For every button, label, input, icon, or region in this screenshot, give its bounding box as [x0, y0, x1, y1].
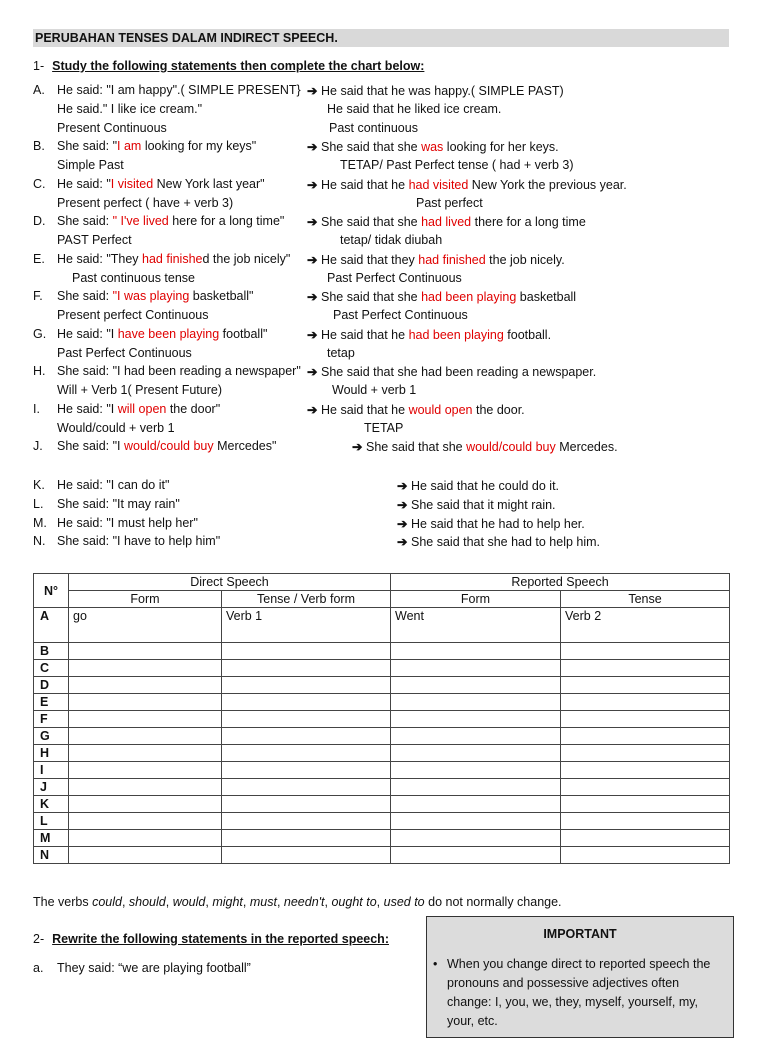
chart-cell: Verb 2	[561, 608, 730, 643]
section-2-number: 2-	[33, 932, 45, 946]
bullet-icon: •	[433, 957, 438, 971]
chart-row	[34, 762, 730, 779]
chart-cell[interactable]	[561, 711, 730, 728]
chart-row	[34, 779, 730, 796]
arrow-icon: ➔	[352, 440, 363, 455]
chart-subheader-direct-form: Form	[69, 591, 222, 608]
chart-cell[interactable]	[222, 813, 391, 830]
chart-row	[34, 694, 730, 711]
direct-tense-note: Simple Past	[57, 158, 124, 172]
chart-row	[34, 847, 730, 864]
text-segment: Mercedes"	[213, 439, 277, 454]
text-segment: Mercedes.	[555, 440, 618, 455]
example-letter: L.	[33, 496, 44, 511]
text-segment: She said that it might rain.	[411, 497, 556, 512]
modal-verbs-note	[33, 895, 562, 909]
chart-cell[interactable]	[222, 660, 391, 677]
example-letter: H.	[33, 364, 46, 379]
chart-cell[interactable]	[69, 847, 222, 864]
chart-cell[interactable]	[69, 796, 222, 813]
important-box	[426, 916, 734, 1038]
chart-cell[interactable]	[391, 779, 561, 796]
text-segment: He said: "I	[57, 401, 118, 416]
text-segment: the door"	[166, 401, 221, 416]
chart-row-letter: J	[34, 779, 69, 796]
text-segment: ,	[121, 895, 129, 909]
chart-subheader-direct-tense: Tense / Verb form	[222, 591, 391, 608]
direct-tense-note: Present Continuous	[57, 120, 167, 135]
text-segment: She said that she had been reading a newspaper.	[321, 365, 597, 380]
text-segment: He said: "I	[57, 326, 118, 341]
text-segment: She said:	[57, 289, 113, 304]
reported-speech-text	[307, 364, 596, 379]
chart-row-letter: I	[34, 762, 69, 779]
chart-cell[interactable]	[561, 728, 730, 745]
chart-cell[interactable]	[391, 830, 561, 847]
chart-cell[interactable]	[222, 728, 391, 745]
direct-tense-note: He said." I like ice cream."	[57, 101, 203, 116]
chart-cell[interactable]	[391, 813, 561, 830]
reported-tense-note: Past continuous	[329, 120, 418, 135]
chart-row-letter: A	[34, 608, 69, 643]
highlighted-verb: have been playing	[117, 326, 220, 341]
chart-row-letter: G	[34, 728, 69, 745]
reported-tense-note: He said that he liked ice cream.	[327, 101, 502, 116]
direct-tense-note: PAST Perfect	[57, 233, 132, 247]
arrow-icon: ➔	[307, 402, 318, 417]
highlighted-verb: had been playing	[408, 327, 504, 342]
chart-cell[interactable]	[561, 830, 730, 847]
example-letter: E.	[33, 251, 45, 266]
chart-cell[interactable]	[69, 643, 222, 660]
text-segment: there for a long time	[471, 215, 586, 230]
chart-subheader-reported-form: Form	[391, 591, 561, 608]
example-letter: M.	[33, 515, 47, 530]
text-segment: He said that he	[321, 177, 409, 192]
chart-row	[34, 608, 730, 643]
arrow-icon: ➔	[397, 535, 408, 550]
direct-speech-text	[57, 214, 284, 228]
chart-cell[interactable]	[69, 745, 222, 762]
chart-row-letter: B	[34, 643, 69, 660]
chart-cell: Went	[391, 608, 561, 643]
modal-verb: should	[128, 895, 166, 909]
chart-row-letter: L	[34, 813, 69, 830]
chart-cell: go	[69, 608, 222, 643]
chart-cell[interactable]	[561, 660, 730, 677]
chart-row-letter: M	[34, 830, 69, 847]
reported-speech-text	[307, 139, 559, 154]
text-segment: He said: "	[57, 176, 111, 191]
important-title: IMPORTANT	[543, 927, 617, 941]
reported-speech-text	[397, 534, 600, 549]
reported-speech-text	[307, 289, 576, 304]
chart-cell[interactable]	[69, 762, 222, 779]
direct-speech-text: She said: "It may rain"	[57, 496, 180, 511]
arrow-icon: ➔	[397, 479, 408, 493]
highlighted-verb: had been playing	[421, 290, 517, 305]
chart-cell[interactable]	[561, 643, 730, 660]
section-1-instruction: Study the following statements then complete the chart below:	[52, 59, 425, 73]
arrow-icon: ➔	[307, 290, 318, 305]
direct-speech-text	[57, 252, 290, 266]
direct-tense-note: Will + Verb 1( Present Future)	[57, 383, 222, 397]
chart-row	[34, 677, 730, 694]
task-item-a	[33, 961, 251, 975]
highlighted-verb: had visited	[408, 177, 469, 192]
direct-speech-text	[57, 139, 256, 153]
text-segment: football.	[503, 327, 552, 342]
example-letter: N.	[33, 534, 46, 549]
chart-cell[interactable]	[222, 643, 391, 660]
section-2-instruction: Rewrite the following statements in the reported speech:	[52, 932, 389, 946]
text-segment: ,	[165, 895, 173, 909]
example-letter: D.	[33, 214, 46, 229]
text-segment: He said: "They	[57, 251, 143, 266]
direct-speech-text	[57, 327, 267, 341]
chart-cell[interactable]	[69, 813, 222, 830]
chart-row-letter: D	[34, 677, 69, 694]
text-segment: He said that he had to help her.	[411, 516, 585, 531]
highlighted-verb: had finished	[418, 252, 486, 267]
text-segment: She said: "	[57, 139, 118, 154]
chart-cell[interactable]	[391, 694, 561, 711]
direct-speech-text	[57, 177, 265, 191]
chart-cell[interactable]	[391, 643, 561, 660]
direct-speech-text	[57, 402, 220, 416]
text-segment: She said: "I had been reading a newspaper"	[57, 364, 301, 379]
reported-tense-note: Would + verb 1	[332, 383, 417, 397]
reported-tense-note: Past Perfect Continuous	[327, 270, 462, 285]
direct-speech-text	[57, 289, 254, 303]
text-segment: ,	[376, 895, 384, 909]
text-segment: She said that she	[321, 140, 422, 155]
text-segment: New York last year"	[153, 176, 265, 191]
chart-row-letter: H	[34, 745, 69, 762]
text-segment: She said:	[57, 214, 113, 229]
chart-row	[34, 813, 730, 830]
chart-cell[interactable]	[561, 745, 730, 762]
chart-row	[34, 728, 730, 745]
text-segment: the job nicely.	[485, 252, 565, 267]
modal-verb: used to	[383, 895, 425, 909]
chart-cell[interactable]	[69, 728, 222, 745]
chart-subheader-reported-tense: Tense	[561, 591, 730, 608]
chart-cell[interactable]	[391, 745, 561, 762]
chart-cell[interactable]	[69, 677, 222, 694]
highlighted-verb: "I was playing	[112, 289, 190, 304]
modal-verb: could	[92, 895, 122, 909]
chart-cell[interactable]	[69, 711, 222, 728]
text-segment: New York the previous year.	[468, 177, 627, 192]
text-segment: ,	[276, 895, 284, 909]
chart-cell[interactable]	[391, 847, 561, 864]
highlighted-verb: would/could buy	[123, 439, 214, 454]
chart-cell[interactable]	[561, 847, 730, 864]
chart-cell[interactable]	[69, 830, 222, 847]
important-body	[433, 955, 723, 1031]
example-letter: K.	[33, 478, 45, 492]
arrow-icon: ➔	[397, 516, 408, 531]
chart-cell[interactable]	[391, 762, 561, 779]
chart-cell[interactable]	[222, 677, 391, 694]
chart-row	[34, 711, 730, 728]
direct-speech-text: She said: "I have to help him"	[57, 534, 221, 549]
reported-speech-text	[307, 83, 564, 98]
text-segment: She said that she	[321, 215, 422, 230]
arrow-icon: ➔	[307, 84, 318, 98]
chart-cell[interactable]	[222, 847, 391, 864]
text-segment: ,	[205, 895, 213, 909]
example-letter: F.	[33, 289, 43, 304]
task-item-letter: a.	[33, 961, 44, 975]
reported-speech-text	[397, 516, 585, 531]
reported-tense-note: tetap	[327, 345, 355, 360]
chart-cell[interactable]	[69, 660, 222, 677]
chart-cell[interactable]	[561, 779, 730, 796]
reported-speech-text	[307, 252, 565, 267]
modal-verb: must	[249, 895, 277, 909]
modal-verb: might	[212, 895, 243, 909]
highlighted-verb: I am	[117, 139, 142, 154]
example-letter: I.	[33, 401, 40, 416]
arrow-icon: ➔	[307, 327, 318, 342]
example-letter: A.	[33, 83, 45, 97]
chart-cell: Verb 1	[222, 608, 391, 643]
example-letter: J.	[33, 439, 43, 454]
chart-cell[interactable]	[391, 711, 561, 728]
reported-speech-text	[397, 478, 559, 493]
highlighted-verb: " I've lived	[112, 214, 169, 229]
reported-tense-note: Past Perfect Continuous	[333, 308, 468, 322]
text-segment: do not normally change.	[424, 895, 562, 909]
chart-row	[34, 796, 730, 813]
task-item-text: They said: “we are playing football”	[57, 961, 251, 975]
modal-verb: needn't	[283, 895, 325, 909]
section-1-number: 1-	[33, 59, 45, 73]
text-segment: ,	[324, 895, 332, 909]
tense-chart	[33, 573, 730, 864]
reported-tense-note: Past perfect	[416, 195, 483, 210]
chart-cell[interactable]	[561, 677, 730, 694]
text-segment: looking for her keys.	[443, 140, 559, 155]
chart-cell[interactable]	[561, 796, 730, 813]
chart-row-letter: K	[34, 796, 69, 813]
important-text: When you change direct to reported speech the pronouns and possessive adjectives often change: I, you, we, they, myself, yourself, my, your, etc.	[447, 957, 711, 1028]
reported-speech-text	[307, 327, 551, 342]
chart-cell[interactable]	[561, 762, 730, 779]
reported-speech-text	[397, 497, 556, 512]
direct-tense-note: Past Perfect Continuous	[57, 345, 192, 360]
text-segment: He said that he was happy.( SIMPLE PAST)	[321, 84, 564, 98]
text-segment: He said that he	[321, 402, 409, 417]
arrow-icon: ➔	[307, 140, 318, 155]
direct-tense-note: Present perfect ( have + verb 3)	[57, 195, 234, 210]
text-segment: He said that they	[321, 252, 419, 267]
arrow-icon: ➔	[397, 497, 408, 512]
chart-cell[interactable]	[391, 796, 561, 813]
chart-header-reported: Reported Speech	[391, 574, 730, 591]
text-segment: The verbs	[33, 895, 93, 909]
chart-cell[interactable]	[69, 694, 222, 711]
chart-row	[34, 745, 730, 762]
text-segment: d the job nicely"	[202, 251, 291, 266]
highlighted-verb: had lived	[421, 215, 472, 230]
text-segment: He said that he could do it.	[411, 479, 560, 493]
reported-tense-note: TETAP/ Past Perfect tense ( had + verb 3)	[340, 158, 574, 172]
chart-row	[34, 643, 730, 660]
modal-verb: would	[172, 895, 206, 909]
modal-verb: ought to	[331, 895, 377, 909]
direct-tense-note: Past continuous tense	[72, 270, 195, 285]
text-segment: here for a long time"	[168, 214, 285, 229]
text-segment: basketball	[516, 290, 577, 305]
text-segment: the door.	[472, 402, 525, 417]
chart-header-direct: Direct Speech	[69, 574, 391, 591]
direct-speech-text: He said: "I must help her"	[57, 515, 198, 530]
text-segment: She said that she had to help him.	[411, 535, 601, 550]
highlighted-verb: will open	[117, 401, 167, 416]
chart-cell[interactable]	[69, 779, 222, 796]
text-segment: basketball"	[189, 289, 254, 304]
page-title: PERUBAHAN TENSES DALAM INDIRECT SPEECH.	[33, 29, 729, 47]
example-letter: G.	[33, 326, 47, 341]
direct-tense-note: Would/could + verb 1	[57, 420, 175, 435]
text-segment: She said that she	[366, 440, 467, 455]
chart-cell[interactable]	[222, 830, 391, 847]
chart-row-letter: F	[34, 711, 69, 728]
example-letter: B.	[33, 139, 45, 154]
text-segment: She said: "I	[57, 439, 124, 454]
section-2-heading	[33, 932, 389, 946]
example-letter: C.	[33, 176, 46, 191]
arrow-icon: ➔	[307, 365, 318, 380]
chart-row-letter: E	[34, 694, 69, 711]
direct-tense-note: Present perfect Continuous	[57, 308, 209, 322]
direct-speech-text	[57, 83, 301, 97]
arrow-icon: ➔	[307, 177, 318, 192]
reported-tense-note: tetap/ tidak diubah	[340, 233, 443, 247]
chart-cell[interactable]	[222, 779, 391, 796]
chart-cell[interactable]	[222, 762, 391, 779]
arrow-icon: ➔	[307, 215, 318, 230]
chart-cell[interactable]	[222, 711, 391, 728]
text-segment: looking for my keys"	[141, 139, 257, 154]
reported-tense-note: TETAP	[364, 420, 404, 435]
arrow-icon: ➔	[307, 252, 318, 267]
section-1-heading	[33, 59, 424, 73]
chart-cell[interactable]	[222, 796, 391, 813]
chart-header-number: N°	[34, 574, 69, 608]
chart-cell[interactable]	[561, 813, 730, 830]
highlighted-verb: would/could buy	[466, 440, 556, 455]
text-segment: She said that she	[321, 290, 422, 305]
direct-speech-text: He said: "I can do it"	[57, 478, 170, 492]
direct-speech-text	[57, 364, 301, 378]
text-segment: ,	[242, 895, 250, 909]
chart-cell[interactable]	[561, 694, 730, 711]
highlighted-verb: I visited	[110, 176, 154, 191]
highlighted-verb: would open	[408, 402, 473, 417]
text-segment: He said that he	[321, 327, 409, 342]
direct-speech-text	[57, 439, 276, 453]
chart-cell[interactable]	[391, 728, 561, 745]
chart-cell[interactable]	[222, 745, 391, 762]
text-segment: He said: "I am happy".( SIMPLE PRESENT}	[57, 83, 301, 97]
chart-cell[interactable]	[391, 677, 561, 694]
reported-speech-text	[307, 177, 627, 192]
reported-speech-text	[352, 439, 618, 454]
chart-cell[interactable]	[391, 660, 561, 677]
highlighted-verb: was	[421, 140, 444, 155]
chart-cell[interactable]	[222, 694, 391, 711]
chart-row-letter: N	[34, 847, 69, 864]
chart-row	[34, 660, 730, 677]
chart-row-letter: C	[34, 660, 69, 677]
reported-speech-text	[307, 402, 525, 417]
chart-row	[34, 830, 730, 847]
text-segment: football"	[219, 326, 268, 341]
reported-speech-text	[307, 214, 586, 229]
highlighted-verb: had finishe	[142, 251, 203, 266]
